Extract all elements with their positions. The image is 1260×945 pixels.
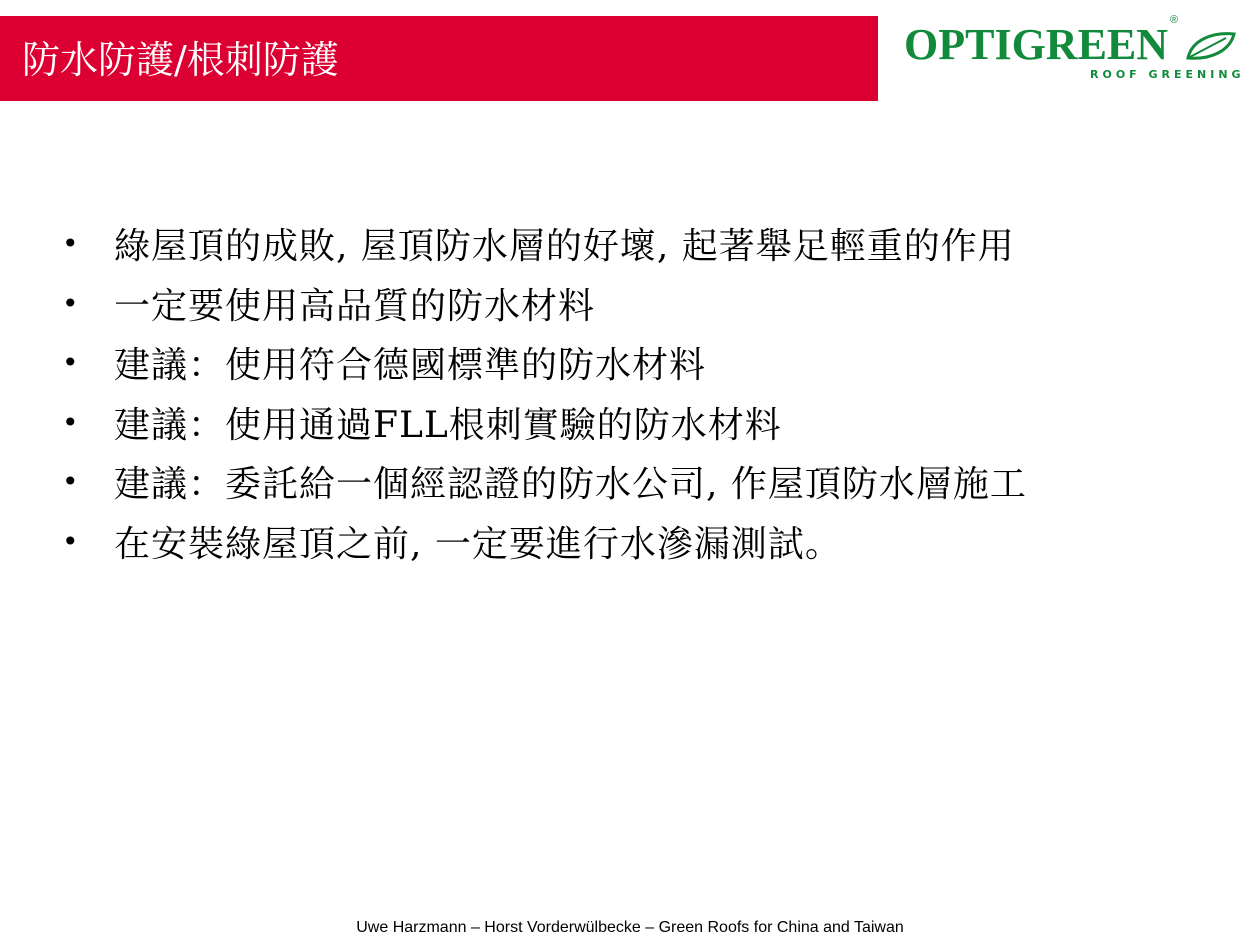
slide-footer: Uwe Harzmann – Horst Vorderwülbecke – Green Roofs for China and Taiwan xyxy=(356,919,904,936)
list-item xyxy=(60,393,1027,453)
bullet-text: 在安裝綠屋頂之前, 一定要進行水滲漏測試。 xyxy=(114,523,842,565)
slide-title: 防水防護/根刺防護 xyxy=(22,38,339,82)
bullet-marker: • xyxy=(62,405,79,439)
bullet-marker: • xyxy=(62,465,79,499)
bullet-text: 綠屋頂的成敗, 屋頂防水層的好壞, 起著舉足輕重的作用 xyxy=(114,226,1015,268)
bullet-text: 建議：使用符合德國標準的防水材料 xyxy=(114,345,707,387)
logo-wordmark: OPTIGREEN xyxy=(904,20,1169,69)
bullet-marker: • xyxy=(62,524,79,558)
logo-registered-mark: ® xyxy=(1170,14,1179,26)
leaf-icon xyxy=(1182,30,1238,62)
logo-tagline: ROOF GREENING xyxy=(1090,68,1245,81)
bullet-marker: • xyxy=(62,227,79,261)
bullet-text: 建議：委託給一個經認證的防水公司, 作屋頂防水層施工 xyxy=(114,464,1027,506)
list-item xyxy=(60,452,1027,512)
title-bar xyxy=(0,16,878,101)
list-item xyxy=(60,512,1027,572)
bullet-marker: • xyxy=(62,286,79,320)
optigreen-logo xyxy=(900,14,1245,84)
bullet-text: 一定要使用高品質的防水材料 xyxy=(114,285,596,327)
bullet-list xyxy=(60,214,1027,571)
list-item xyxy=(60,274,1027,334)
bullet-marker: • xyxy=(62,346,79,380)
list-item xyxy=(60,214,1027,274)
list-item xyxy=(60,333,1027,393)
bullet-text: 建議：使用通過FLL根刺實驗的防水材料 xyxy=(114,404,782,446)
